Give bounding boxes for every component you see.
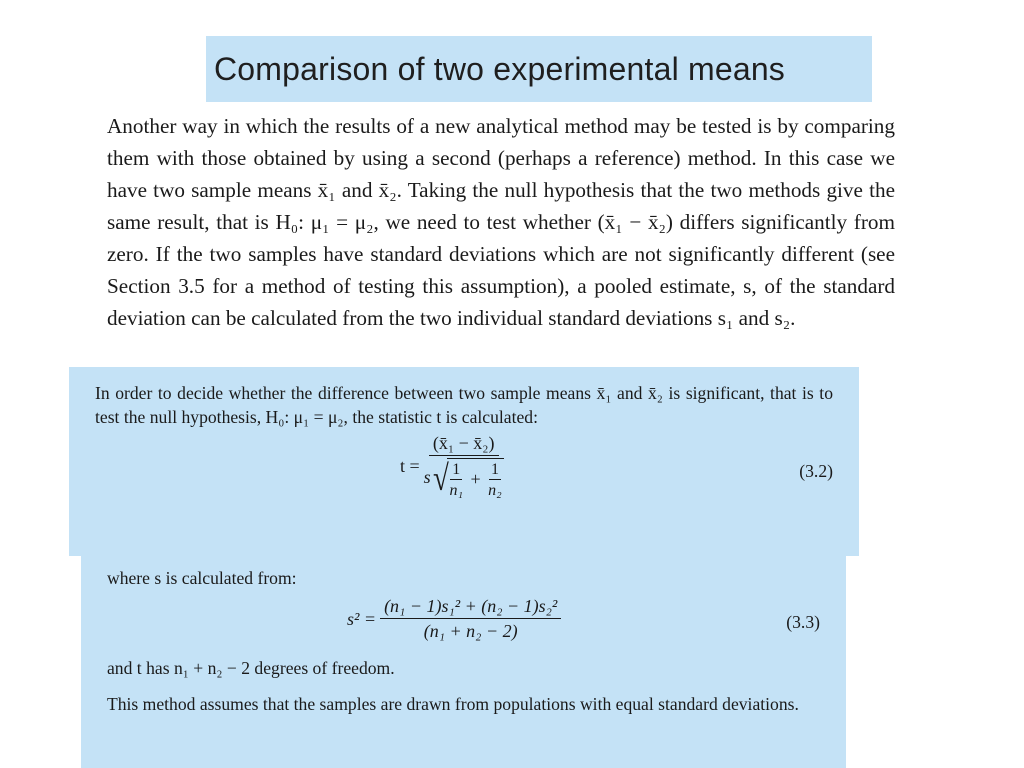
t-statistic-box xyxy=(69,367,859,556)
term2 xyxy=(488,461,502,500)
term1 xyxy=(449,461,463,500)
square-root xyxy=(431,458,504,500)
equation-denominator: (n₁ + n₂ − 2) xyxy=(423,621,518,641)
page-title: Comparison of two experimental means xyxy=(206,36,872,102)
equation-number: (3.3) xyxy=(786,612,820,632)
equation-lhs: t = xyxy=(400,456,420,476)
intro-text: Another way in which the results of a new analytical method may be tested is by comparing them with those obtained by using a second (perhaps a reference) method. In this case we have two sample means x̄₁ and x̄₂. Taking the null hypothesis that the two methods give the same result, that is H₀: μ₁ = μ₂, we need to test whether (x̄₁ − x̄₂) differs significantly from zero. If the two samples have standard deviations which are not significantly different (see Section 3.5 for a method of testing this assumption), a pooled estimate, s, of the standard deviation can be calculated from the two individual standard deviations s₁ and s₂. xyxy=(107,114,895,330)
where-text: where s is calculated from: xyxy=(107,568,297,588)
equation-fraction xyxy=(380,596,561,642)
equation-lhs: s² = xyxy=(347,608,377,629)
term2-denominator: n₂ xyxy=(488,482,502,499)
equation-s: s xyxy=(423,467,431,488)
equation-3-3 xyxy=(107,590,820,656)
plus-sign: + xyxy=(470,468,481,489)
term1-denominator: n₁ xyxy=(449,482,463,499)
equation-numerator: (x̄₁ − x̄₂) xyxy=(429,433,499,456)
assumption-text: This method assumes that the samples are drawn from populations with equal standard deviations. xyxy=(107,694,799,714)
radical-icon: √ xyxy=(432,458,449,498)
equation-3-2 xyxy=(95,429,833,519)
equation-denominator xyxy=(424,456,504,500)
equation-numerator: (n₁ − 1)s₁² + (n₂ − 1)s₂² xyxy=(380,596,561,619)
intro-paragraph xyxy=(107,110,895,334)
term2-numerator: 1 xyxy=(490,461,499,478)
term1-numerator: 1 xyxy=(452,461,461,478)
pooled-sd-box xyxy=(81,556,846,768)
equation-number: (3.2) xyxy=(799,461,833,481)
degrees-of-freedom-text: and t has n₁ + n₂ − 2 degrees of freedom. xyxy=(107,658,395,678)
equation-fraction xyxy=(424,433,504,500)
t-statistic-description: In order to decide whether the difference between two sample means x̄₁ and x̄₂ is significant, that is to test the null hypothesis, H₀: μ₁ = μ₂, the statistic t is calculated: xyxy=(95,383,833,427)
